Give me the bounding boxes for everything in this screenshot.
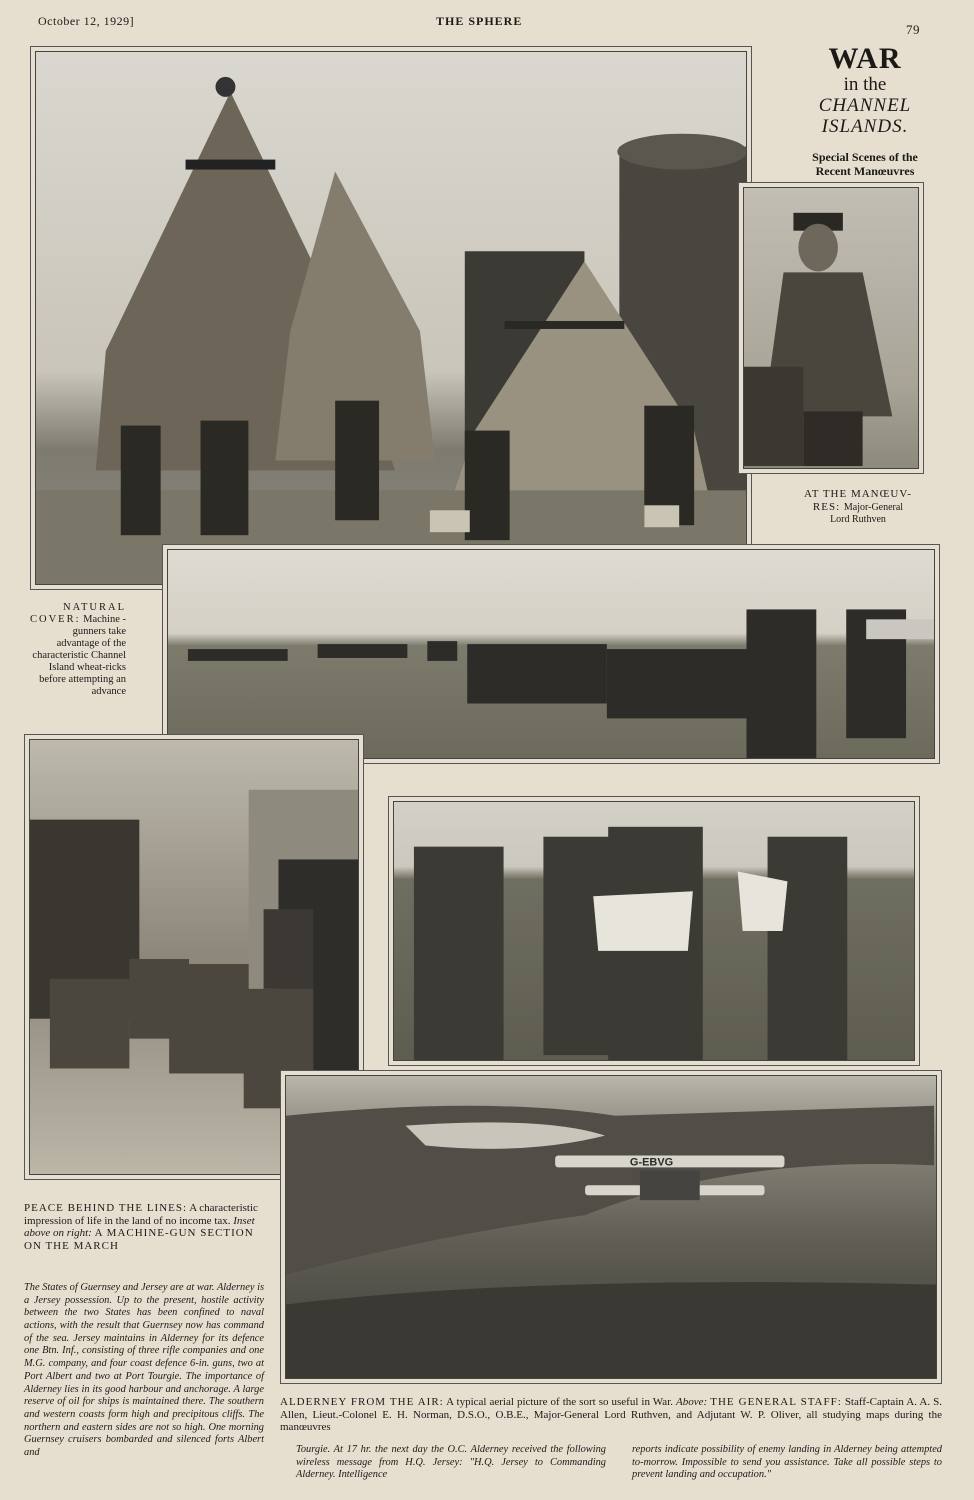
caption-general-staff-text: Staff-Captain A. A. S. Allen, Lieut.-Colonel E. H. Norman, D.S.O., O.B.E., Major-General Lord Ruthven, and Adjutant W. P. Oliver, all studying maps during the manœuvres	[280, 1396, 943, 1434]
photo-ruthven	[743, 187, 919, 469]
issue-date: October 12, 1929]	[38, 14, 135, 28]
officer-on-horse-illustration	[744, 188, 918, 468]
caption-alderney-above: Above:	[676, 1396, 708, 1408]
title-in-the: in the	[843, 74, 887, 95]
article-column-3: reports indicate possibility of enemy landing in Alderney being attempted to-morrow. Impossible to send you assistance. Take all possible steps to prevent landing and occupation."	[632, 1444, 942, 1481]
caption-ruthven-lead-2: RES:	[812, 500, 841, 513]
caption-natural-cover	[30, 602, 126, 699]
photo-frame-alderney-air	[280, 1070, 942, 1384]
magazine-title: THE SPHERE	[436, 14, 523, 28]
caption-peace-lead: PEACE BEHIND THE LINES:	[24, 1202, 188, 1214]
caption-ruthven-rank: Major-General	[843, 501, 904, 513]
caption-peace	[24, 1202, 264, 1253]
officers-with-maps-illustration	[394, 802, 914, 1060]
page-number: 79	[906, 22, 920, 37]
photo-general-staff	[393, 801, 915, 1061]
subtitle-line-1: Special Scenes of the	[812, 149, 918, 164]
photo-frame-ruthven	[738, 182, 924, 474]
article-column-1: The States of Guernsey and Jersey are at war. Alderney is a Jersey possession. Up to the present, hostile activity between the two States has been confined to naval actions, with the result that Guernsey now has command of the sea. Jersey maintains in Alderney for its defence one Btn. Inf., consisting of three rifle companies and one M.G. company, and four coast defence 6-in. guns, two at Port Albert and two at Port Tourgie. The importance of Alderney lies in its good harbour and anchorage. A large reserve of oil for ships is maintained there. The southern and western coasts form high and precipitous cliffs. The northern and eastern sides are not so high. One morning Guernsey cruisers bombarded and silenced forts Albert and	[24, 1282, 264, 1458]
caption-peace-inset-lead: Inset above on right:	[24, 1214, 255, 1240]
column-of-soldiers-illustration	[168, 550, 934, 758]
subtitle-line-2: Recent Manœuvres	[815, 164, 915, 179]
caption-natural-lead: NATURAL COVER:	[30, 602, 126, 626]
photo-machine-gun-section	[167, 549, 935, 759]
caption-general-staff-lead: THE GENERAL STAFF:	[710, 1396, 842, 1408]
photo-alderney-air	[285, 1075, 937, 1379]
photo-wheat-ricks	[35, 51, 747, 585]
title-block	[790, 44, 940, 178]
photo-frame-general-staff	[388, 796, 920, 1066]
caption-ruthven	[782, 488, 934, 526]
caption-ruthven-name: Lord Ruthven	[830, 514, 886, 526]
caption-natural-text: Machine - gunners take advantage of the characteristic Channel Island wheat-ricks before attempting an advance	[32, 614, 126, 698]
title-islands: ISLANDS.	[821, 115, 909, 137]
caption-peace-inset-text: A MACHINE-GUN SECTION ON THE MARCH	[24, 1227, 254, 1252]
wheat-rick-illustration	[36, 52, 746, 584]
title-war: WAR	[828, 42, 902, 75]
aircraft-registration: G-EBVG	[629, 1156, 674, 1169]
caption-peace-text: A characteristic impression of life in the land of no income tax.	[24, 1202, 258, 1227]
caption-alderney-text: A typical aerial picture of the sort so useful in War.	[446, 1396, 673, 1408]
article-column-2: Tourgie. At 17 hr. the next day the O.C. Alderney received the following wireless message from H.Q. Jersey: "H.Q. Jersey to Commanding Alderney. Intelligence	[296, 1444, 606, 1481]
caption-alderney	[280, 1396, 942, 1434]
photo-frame-machine-gun-section	[162, 544, 940, 764]
caption-ruthven-lead: AT THE MANŒUV-	[804, 488, 912, 500]
photo-frame-wheat-ricks	[30, 46, 752, 590]
aerial-biplane-illustration	[286, 1076, 936, 1378]
title-channel: CHANNEL	[818, 94, 912, 116]
caption-alderney-lead: ALDERNEY FROM THE AIR:	[280, 1396, 444, 1408]
